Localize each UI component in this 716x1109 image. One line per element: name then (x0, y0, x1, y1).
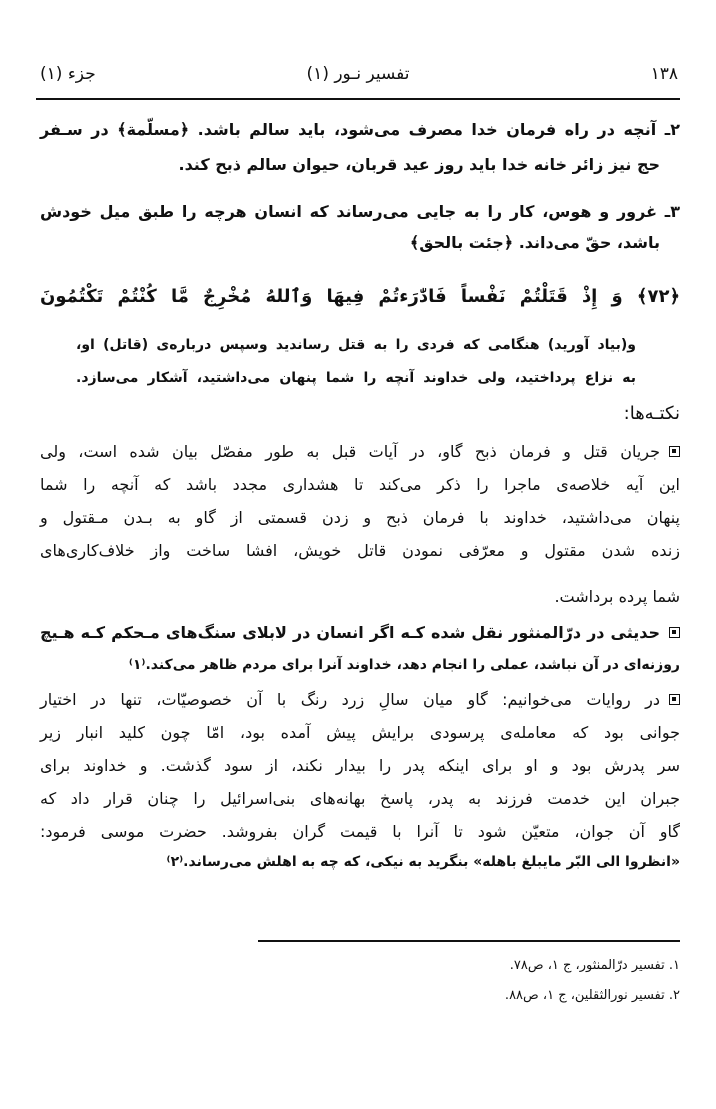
note-1-line: شما پرده برداشت. (554, 587, 680, 606)
note-3-line: جبران این خدمت فرزند به پدر، پاسخ بهانه‌های بنی‌اسرائیل را چنان قرار داد که (40, 789, 680, 808)
note-1-line: این آیه خلاصه‌ی ماجرا را ذکر می‌کند تا هشداری مجدد باشد که آنچه را شما (40, 475, 680, 494)
notes-heading: نکتـه‌ها: (623, 403, 680, 424)
page-number: ١٣٨ (650, 64, 678, 84)
quran-verse: ﴿٧٢﴾ وَ إِذْ قَتَلْتُمْ نَفْساً فَادّٰرَءتُمْ فِيهَا وَٱللهُ مُخْرِجٌ مَّا كُنْتُمْ تَكْتُمُونَ (40, 286, 680, 307)
note-3-line: در روایات می‌خوانیم: گاو میان سالِ زرد رنگ با آن خصوصیّات، تنها در اختیار (40, 690, 660, 709)
footnote-2: ٢. تفسیر نورالثقلین، ج ١، ص٨٨. (504, 988, 680, 1003)
note-1-line: پنهان می‌داشتید، خداوند با فرمان ذبح و زدن قسمتی از گاو به بـدن مـقتول و (40, 508, 680, 527)
point-2-line: ٢ـ آنچه در راه فرمان خدا مصرف می‌شود، باید سالم باشد. ﴿مسلّمة﴾ در سـفر (40, 120, 680, 139)
note-3-line: «انظروا الی البّر مایبلغ باهله» بنگرید به نیکی، که چه به اهلش می‌رساند.⁽٢⁾ (166, 854, 680, 870)
verse-translation-line: و(بیاد آورید) هنگامی که فردی را به قتل رساندید وسپس درباره‌ی (قاتل) او، (76, 337, 636, 353)
bullet-square-icon (669, 446, 680, 457)
note-2-line: روزنه‌ای در آن نباشد، عملی را انجام دهد، خداوند آنرا برای مردم ظاهر می‌کند.⁽١⁾ (128, 657, 680, 673)
part-label: جزء (١) (40, 64, 96, 84)
note-1-line: زنده شدن مقتول و معرّفی نمودن قاتل خویش، افشا ساخت واز خلاف‌کاری‌های (40, 541, 680, 560)
running-title: تفسیر نـور (١) (306, 64, 410, 84)
point-3-line: ٣ـ غرور و هوس، کار را به جایی می‌رساند که انسان هرچه را طبق میل خودش (40, 202, 680, 221)
note-2-line: حدیثی در درّالمنثور نقل شده کـه اگر انسان در لابلای سنگ‌های مـحکم کـه هـیچ (40, 623, 660, 642)
footnote-1: ١. تفسیر درّالمنثور، ج ١، ص٧٨. (509, 958, 680, 973)
bullet-square-icon (669, 627, 680, 638)
verse-translation-line: به نزاع پرداختید، ولی خداوند آنچه را شما پنهان می‌داشتید، آشکار می‌سازد. (76, 370, 636, 386)
header-rule (36, 98, 680, 100)
point-3-line: باشد، حقّ می‌داند. ﴿جئت بالحق﴾ (409, 233, 660, 252)
point-2-line: حج نیز زائر خانه خدا باید روز عید قربان، حیوان سالم ذبح کند. (178, 155, 660, 174)
bullet-square-icon (669, 694, 680, 705)
footnote-rule (258, 940, 680, 942)
note-3-line: جوانی بود که معامله‌ی پرسودی برایش پیش آمده بود، امّا چون کلید انبار زیر (40, 723, 680, 742)
note-1-line: جریان قتل و فرمان ذبح گاو، در آیات قبل به طور مفصّل بیان شده است، ولی (40, 442, 660, 461)
note-3-line: گاو آن جوان، متعیّن شود تا آنرا با قیمت گران بفروشد. حضرت موسی فرمود: (40, 822, 680, 841)
note-3-line: سر پدرش بود و او برای اینکه پدر را بیدار نکند، از سود گذشت. و خداوند برای (40, 756, 680, 775)
